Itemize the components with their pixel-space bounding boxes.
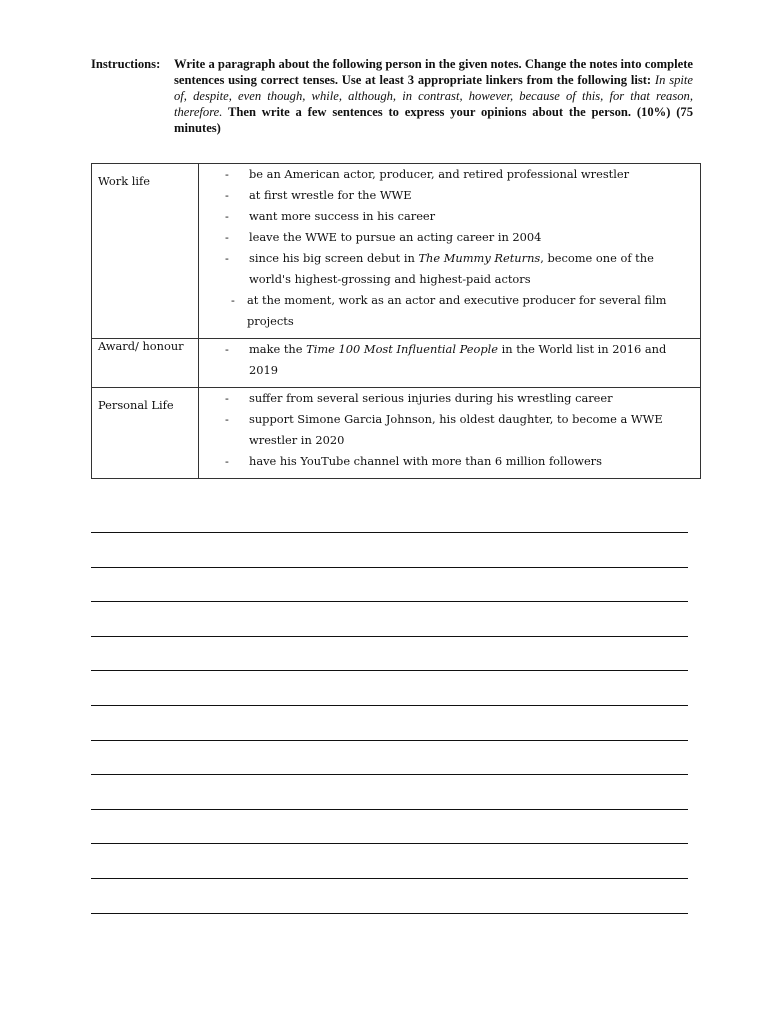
notes-table [91,163,701,479]
writing-line[interactable] [91,809,688,810]
list-item [199,339,696,381]
bullet-dash: - [225,454,229,468]
bullet-dash: - [225,391,229,405]
instructions-label: Instructions: [91,57,161,71]
writing-line[interactable] [91,670,688,671]
list-item [199,290,696,332]
instructions [91,56,693,136]
writing-line[interactable] [91,567,688,568]
note-text-part: at the moment, work as an actor and executive producer for several film projects [247,293,667,328]
writing-line[interactable] [91,878,688,879]
writing-line[interactable] [91,532,688,533]
bullet-dash: - [225,167,229,181]
bullet-dash: - [225,230,229,244]
writing-lines [91,532,688,947]
note-text [249,185,696,206]
note-text-part: support Simone Garcia Johnson, his oldest daughter, to become a WWE wrestler in 2020 [249,412,663,447]
list-item [199,451,696,472]
note-text-part: suffer from several serious injuries during his wrestling career [249,391,613,405]
instructions-text-after: Then write a few sentences to express your opinions about the person. (10%) (75 minutes) [174,105,693,135]
note-title-italic: The Mummy Returns [418,251,541,265]
note-text [249,248,696,290]
row-notes [199,388,701,479]
writing-line[interactable] [91,601,688,602]
row-category: Work life [92,164,199,339]
note-text [249,451,696,472]
bullet-dash: - [225,342,229,356]
instructions-text-before: Write a paragraph about the following person in the given notes. Change the notes into complete sentences using correct tenses. Use at least 3 appropriate linkers from the following list: [174,57,693,87]
linker-list: In spite of, despite, even though, while, although, in contrast, however, because of this, for that reason, therefore. [174,73,693,119]
note-text-part: make the [249,342,307,356]
note-text [249,409,696,451]
note-text-part: at first wrestle for the WWE [249,188,412,202]
note-text [249,227,696,248]
row-notes [199,339,701,388]
list-item [199,206,696,227]
bullet-dash: - [225,412,229,426]
writing-line[interactable] [91,774,688,775]
note-text-part: since his big screen debut in [249,251,419,265]
row-notes [199,164,701,339]
table-row [92,164,701,339]
table-row [92,388,701,479]
list-item [199,164,696,185]
bullet-dash: - [225,188,229,202]
note-title-italic: Time 100 Most Influential People [306,342,499,356]
bullet-dash: - [231,293,235,307]
row-category: Personal Life [92,388,199,479]
writing-line[interactable] [91,705,688,706]
note-text [247,290,696,332]
note-text-part: be an American actor, producer, and retired professional wrestler [249,167,630,181]
list-item [199,248,696,290]
writing-line[interactable] [91,843,688,844]
bullet-dash: - [225,251,229,265]
note-text-part: have his YouTube channel with more than 6 million followers [249,454,602,468]
note-text-part: leave the WWE to pursue an acting career in 2004 [249,230,542,244]
list-item [199,227,696,248]
writing-line[interactable] [91,740,688,741]
bullet-dash: - [225,209,229,223]
list-item [199,388,696,409]
note-text-part: in the World list in 2016 and 2019 [249,342,667,377]
list-item [199,185,696,206]
instructions-text [174,56,693,136]
note-text-part: , become one of the world's highest-grossing and highest-paid actors [249,251,654,286]
writing-line[interactable] [91,913,688,914]
note-text [249,206,696,227]
list-item [199,409,696,451]
note-text [249,388,696,409]
writing-line[interactable] [91,636,688,637]
note-text-part: want more success in his career [249,209,436,223]
table-row [92,339,701,388]
note-text [249,164,696,185]
note-text [249,339,696,381]
row-category: Award/ honour [92,339,199,388]
